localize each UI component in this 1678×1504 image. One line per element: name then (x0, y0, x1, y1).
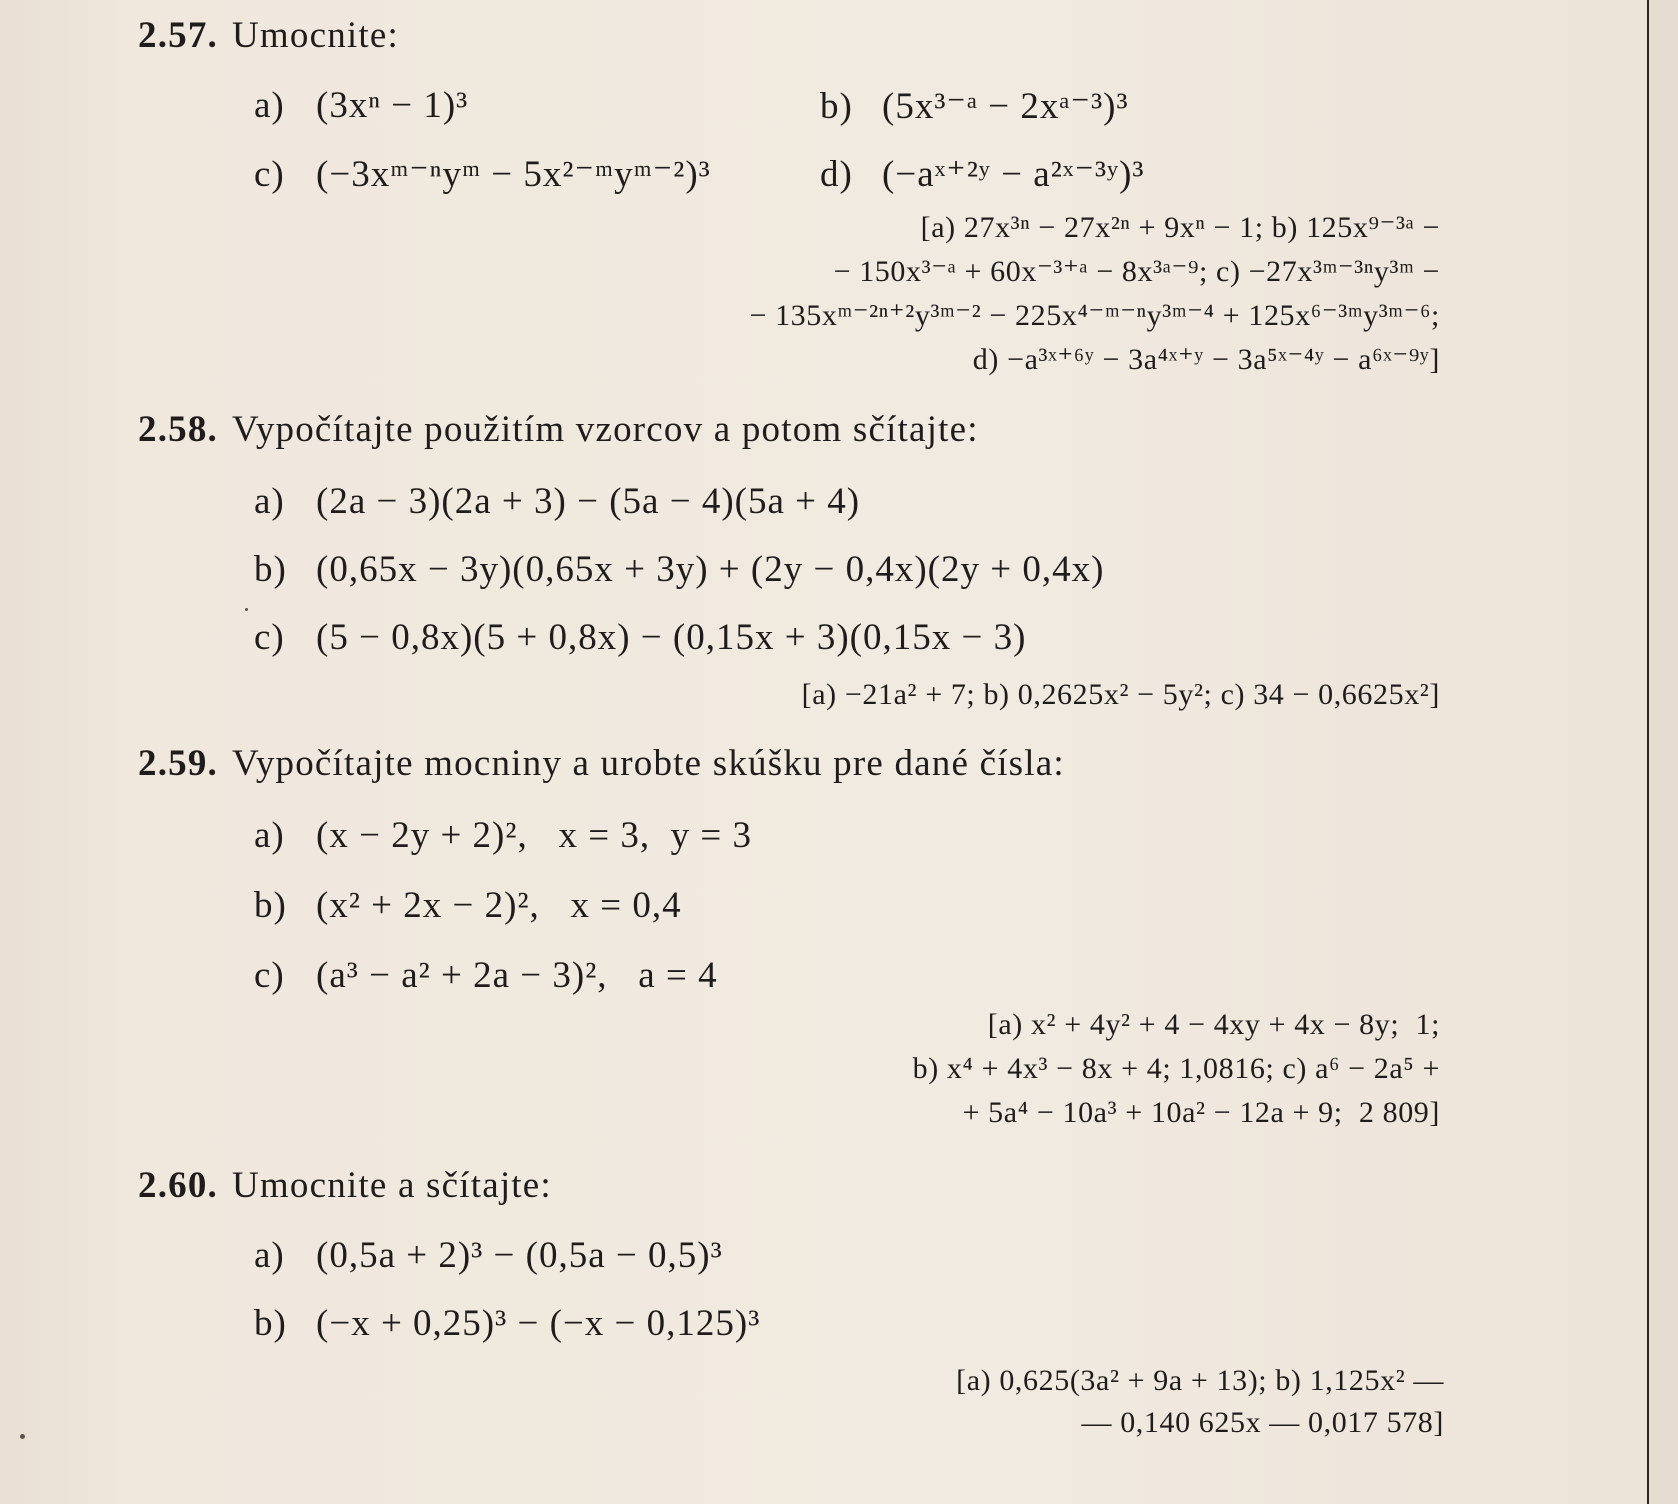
item-label: b) (254, 885, 287, 926)
item-expression: (0,5a + 2)³ − (0,5a − 0,5)³ (316, 1235, 723, 1276)
item-label: a) (254, 1235, 285, 1276)
answer-line: [a) 0,625(3a² + 9a + 13); b) 1,125x² — (956, 1364, 1444, 1397)
exercise-item (820, 84, 1129, 128)
item-expression: (−x + 0,25)³ − (−x − 0,125)³ (316, 1303, 761, 1344)
item-label: b) (254, 549, 287, 590)
exercise-item (254, 616, 1026, 659)
item-label: a) (254, 815, 285, 856)
exercise-item (254, 84, 468, 127)
item-label: b) (820, 86, 853, 127)
item-label: a) (254, 85, 285, 126)
item-label: a) (254, 481, 285, 522)
item-expression: (0,65x − 3y)(0,65x + 3y) + (2y − 0,4x)(2y + 0,4x) (316, 549, 1105, 590)
exercise-number: 2.58. (138, 409, 218, 450)
page-edge (1649, 0, 1678, 1504)
item-expression: (3xⁿ − 1)³ (316, 85, 469, 126)
item-label: b) (254, 1303, 287, 1344)
exercise-number: 2.57. (138, 15, 218, 56)
exercise-item (254, 814, 752, 857)
exercise-instruction: Umocnite a sčítajte: (232, 1165, 552, 1206)
item-label: c) (254, 955, 285, 996)
exercise-item (254, 954, 718, 997)
item-expression: (−3xᵐ⁻ⁿyᵐ − 5x²⁻ᵐyᵐ⁻²)³ (316, 154, 711, 195)
item-expression: (5 − 0,8x)(5 + 0,8x) − (0,15x + 3)(0,15x − 3) (316, 617, 1027, 658)
exercise-heading (138, 742, 1065, 785)
item-expression: (x − 2y + 2)², x = 3, y = 3 (316, 815, 752, 856)
exercise-item (820, 152, 1145, 196)
item-expression: (−aˣ⁺²ʸ − a²ˣ⁻³ʸ)³ (882, 154, 1145, 195)
exercise-item (254, 1234, 723, 1277)
exercise-item (254, 548, 1104, 591)
answer-line: b) x⁴ + 4x³ − 8x + 4; 1,0816; c) a⁶ − 2a⁵ + (912, 1052, 1440, 1085)
exercise-instruction: Vypočítajte použitím vzorcov a potom sčítajte: (232, 409, 979, 450)
exercise-item (254, 1302, 760, 1345)
paper-speck (245, 608, 248, 611)
answer-line: − 135xᵐ⁻²ⁿ⁺²y³ᵐ⁻² − 225x⁴⁻ᵐ⁻ⁿy³ᵐ⁻⁴ + 125x⁶⁻³ᵐy³ᵐ⁻⁶; (749, 299, 1440, 332)
exercise-item (254, 152, 711, 196)
exercise-number: 2.59. (138, 743, 218, 784)
item-expression: (a³ − a² + 2a − 3)², a = 4 (316, 955, 718, 996)
page-edge-line (1647, 0, 1649, 1504)
exercise-instruction: Umocnite: (232, 15, 399, 56)
answer-line: [a) −21a² + 7; b) 0,2625x² − 5y²; c) 34 − 0,6625x²] (801, 678, 1440, 711)
answer-line: [a) 27x³ⁿ − 27x²ⁿ + 9xⁿ − 1; b) 125x⁹⁻³ᵃ − (920, 211, 1440, 244)
exercise-number: 2.60. (138, 1165, 218, 1206)
exercise-item (254, 480, 860, 523)
answer-line: d) −a³ˣ⁺⁶ʸ − 3a⁴ˣ⁺ʸ − 3a⁵ˣ⁻⁴ʸ − a⁶ˣ⁻⁹ʸ] (972, 343, 1440, 376)
answer-line: + 5a⁴ − 10a³ + 10a² − 12a + 9; 2 809] (962, 1096, 1440, 1129)
item-expression: (2a − 3)(2a + 3) − (5a − 4)(5a + 4) (316, 481, 861, 522)
exercise-heading (138, 408, 979, 451)
item-expression: (x² + 2x − 2)², x = 0,4 (316, 885, 682, 926)
item-label: c) (254, 154, 285, 195)
item-label: c) (254, 617, 285, 658)
item-expression: (5x³⁻ᵃ − 2xᵃ⁻³)³ (882, 86, 1129, 127)
exercise-heading (138, 1164, 552, 1207)
item-label: d) (820, 154, 853, 195)
exercise-instruction: Vypočítajte mocniny a urobte skúšku pre dané čísla: (232, 743, 1065, 784)
answer-line: — 0,140 625x — 0,017 578] (1081, 1406, 1444, 1439)
answer-line: − 150x³⁻ᵃ + 60x⁻³⁺ᵃ − 8x³ᵃ⁻⁹; c) −27x³ᵐ⁻³ⁿy³ᵐ − (833, 255, 1440, 288)
exercise-item (254, 884, 682, 927)
paper-speck (20, 1434, 25, 1439)
answer-line: [a) x² + 4y² + 4 − 4xy + 4x − 8y; 1; (987, 1008, 1440, 1041)
exercise-heading (138, 14, 399, 57)
